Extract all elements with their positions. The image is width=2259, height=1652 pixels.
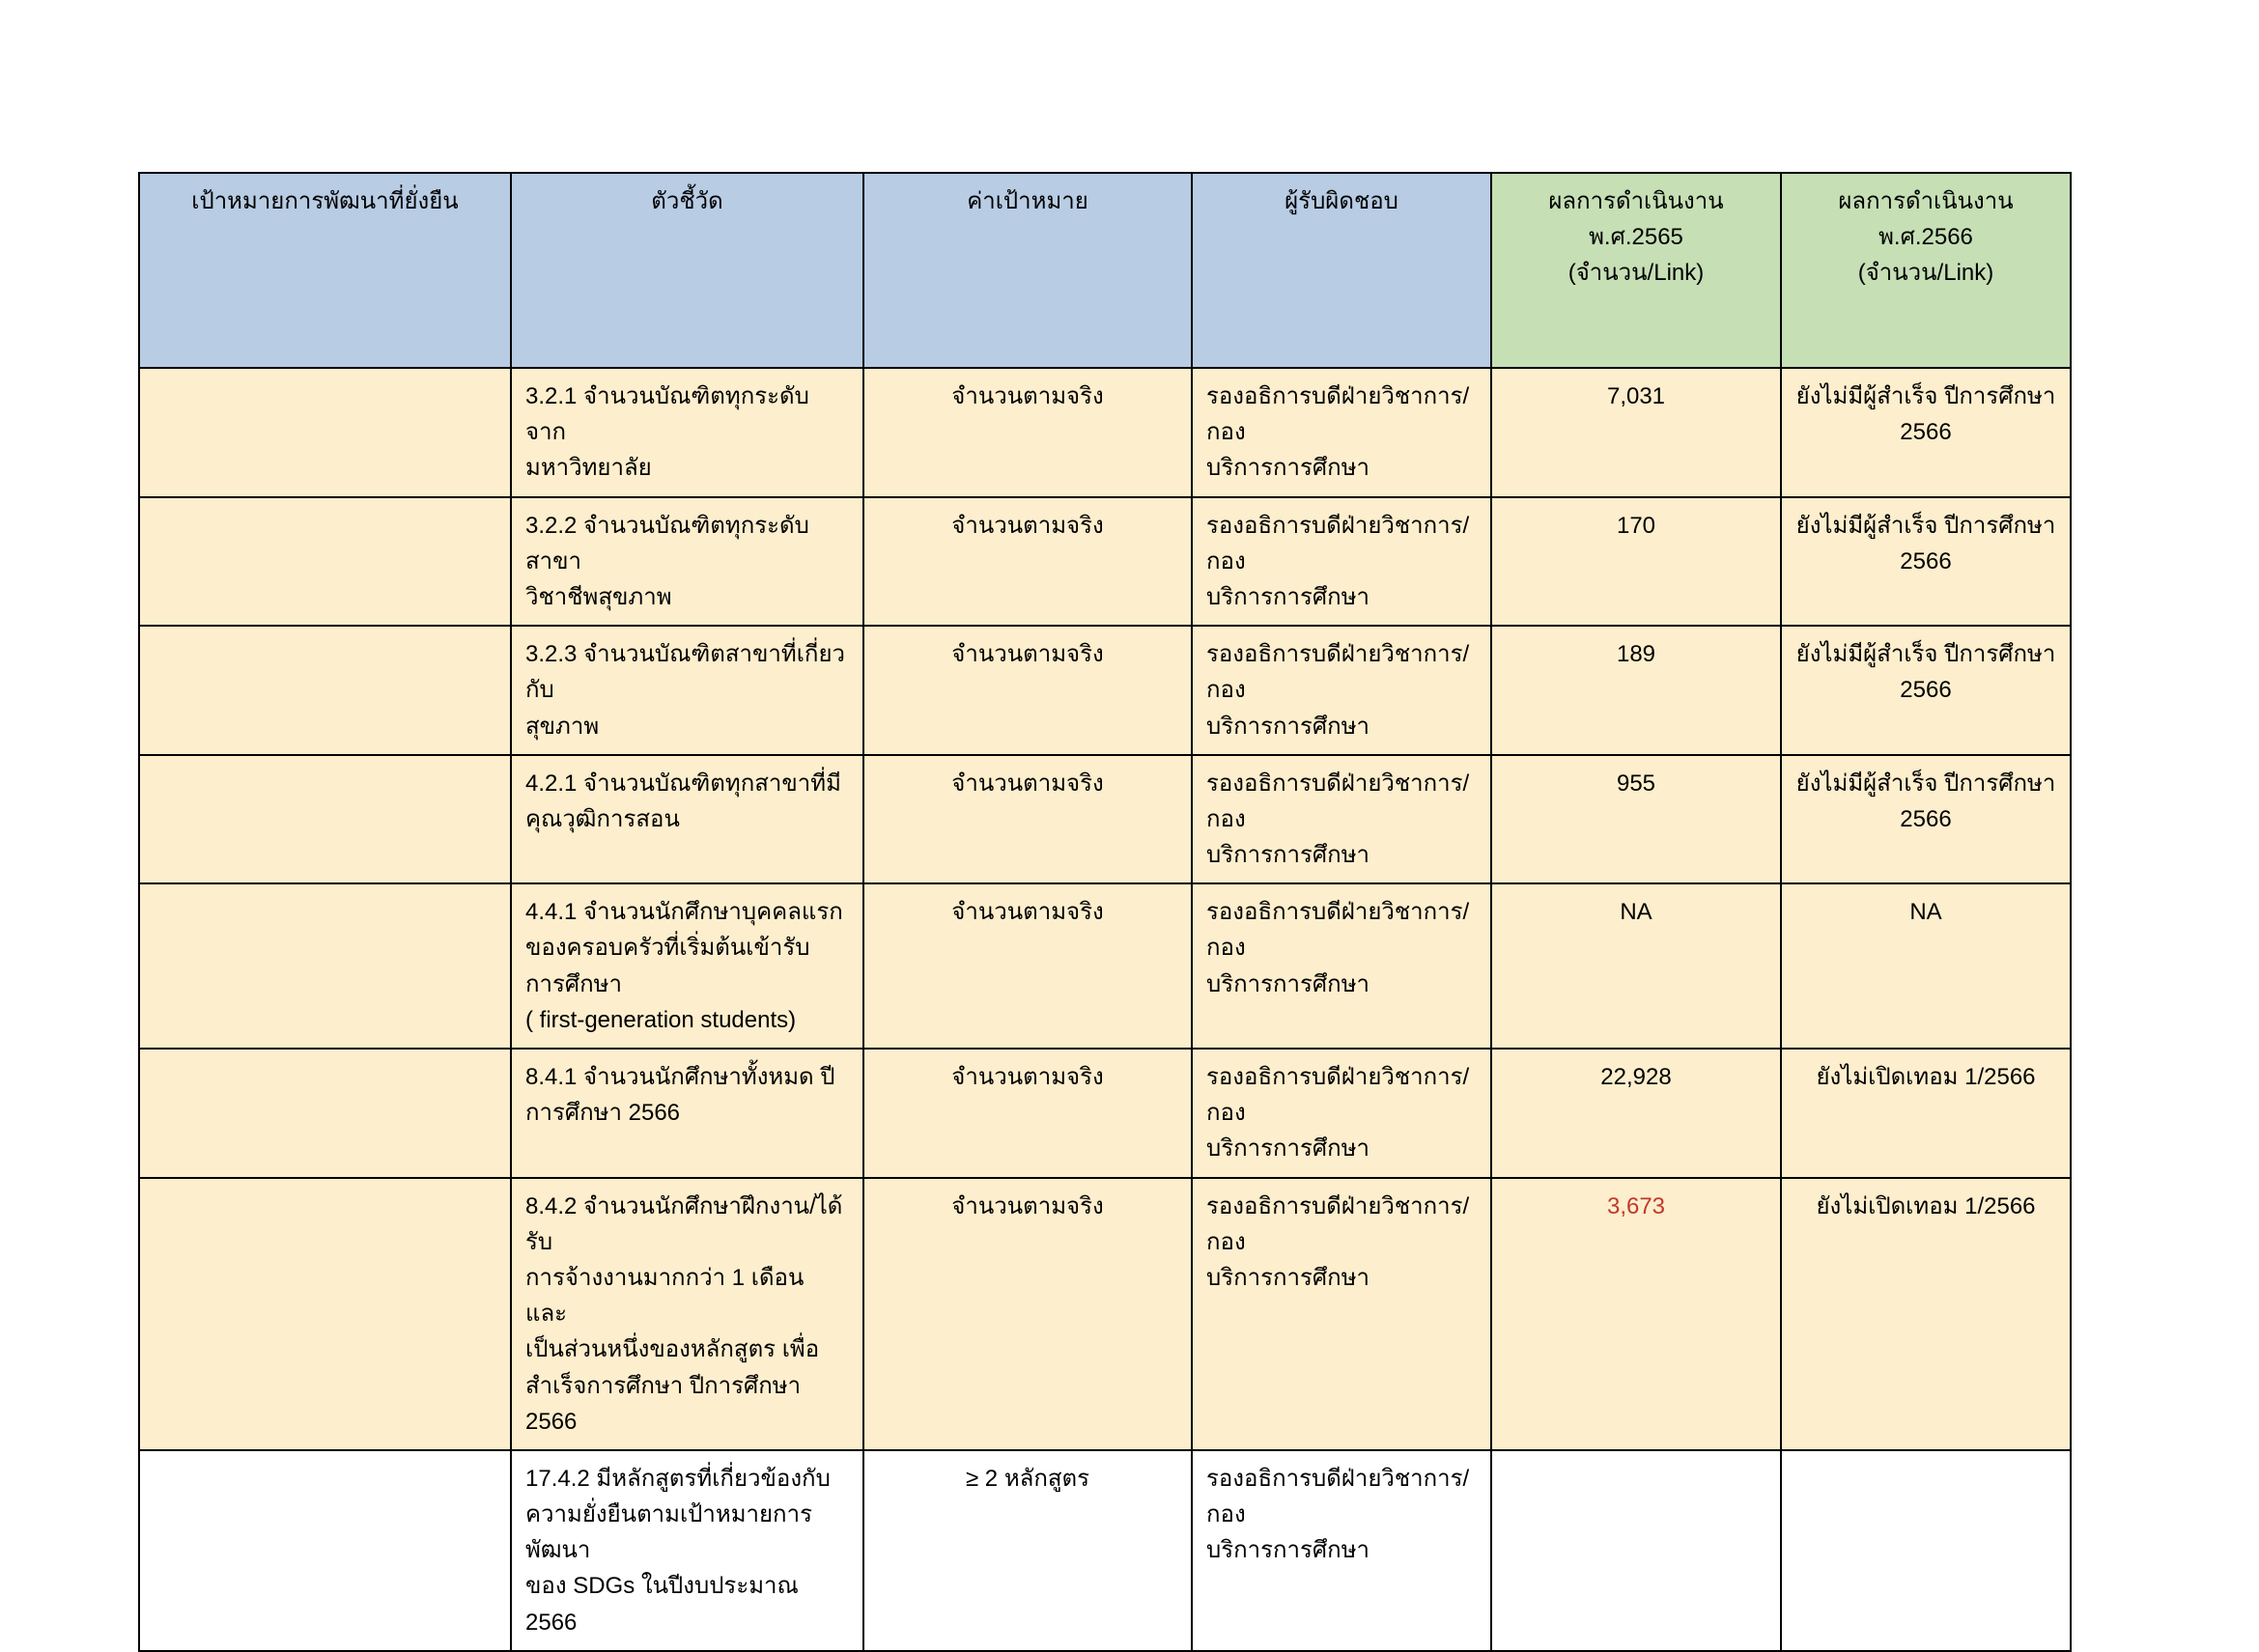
cell-result-2566-line: ยังไม่มีผู้สำเร็จ ปีการศึกษา xyxy=(1795,770,2056,797)
cell-indicator xyxy=(511,497,863,627)
cell-result-2565-line: 3,673 xyxy=(1606,1192,1666,1219)
cell-owner-line: รองอธิการบดีฝ่ายวิชาการ/กอง xyxy=(1206,1192,1470,1255)
cell-indicator-line: สำเร็จการศึกษา ปีการศึกษา 2566 xyxy=(525,1372,802,1435)
cell-indicator-line: 3.2.3 จำนวนบัณฑิตสาขาที่เกี่ยวกับ xyxy=(525,641,845,704)
cell-indicator xyxy=(511,626,863,755)
cell-result-2566 xyxy=(1781,497,2071,627)
table-row xyxy=(139,626,2071,755)
cell-result-2565 xyxy=(1491,368,1781,497)
cell-owner-line: รองอธิการบดีฝ่ายวิชาการ/กอง xyxy=(1206,1465,1470,1528)
column-header-line: เป้าหมายการพัฒนาที่ยั่งยืน xyxy=(191,188,459,214)
cell-indicator-line: ของ SDGs ในปีงบประมาณ 2566 xyxy=(525,1573,799,1636)
cell-target xyxy=(863,497,1192,627)
cell-goal xyxy=(139,755,511,884)
table-row xyxy=(139,1049,2071,1178)
column-header-4 xyxy=(1491,173,1781,368)
cell-result-2565 xyxy=(1491,1049,1781,1178)
cell-indicator-line: มหาวิทยาลัย xyxy=(525,455,652,482)
cell-goal xyxy=(139,883,511,1049)
cell-result-2565-line: NA xyxy=(1620,899,1652,926)
cell-indicator-line: 3.2.1 จำนวนบัณฑิตทุกระดับจาก xyxy=(525,383,809,446)
cell-indicator-line: ( first-generation students) xyxy=(525,1006,797,1033)
column-header-line: ค่าเป้าหมาย xyxy=(967,188,1088,214)
cell-target-line: จำนวนตามจริง xyxy=(951,383,1104,409)
cell-result-2566-line: 2566 xyxy=(1900,805,1952,832)
cell-owner xyxy=(1192,368,1491,497)
cell-result-2565-line: 22,928 xyxy=(1600,1064,1672,1090)
cell-owner xyxy=(1192,1178,1491,1450)
cell-indicator-line: 8.4.2 จำนวนนักศึกษาฝึกงาน/ได้รับ xyxy=(525,1192,843,1255)
cell-indicator-line: การศึกษา 2566 xyxy=(525,1100,681,1127)
cell-owner xyxy=(1192,497,1491,627)
cell-owner-line: รองอธิการบดีฝ่ายวิชาการ/กอง xyxy=(1206,770,1470,832)
cell-result-2566 xyxy=(1781,1178,2071,1450)
table-header xyxy=(139,173,2071,368)
cell-owner-line: รองอธิการบดีฝ่ายวิชาการ/กอง xyxy=(1206,899,1470,962)
table-row xyxy=(139,883,2071,1049)
cell-owner-line: บริการการศึกษา xyxy=(1206,1537,1370,1564)
cell-target-line: จำนวนตามจริง xyxy=(951,512,1104,539)
cell-result-2566 xyxy=(1781,1450,2071,1651)
cell-result-2565-line: 170 xyxy=(1616,512,1656,539)
sdg-indicator-table xyxy=(138,172,2072,1652)
table-row xyxy=(139,1450,2071,1651)
column-header-2 xyxy=(863,173,1192,368)
cell-result-2565 xyxy=(1491,626,1781,755)
cell-owner-line: บริการการศึกษา xyxy=(1206,1264,1370,1291)
cell-result-2566-line: ยังไม่เปิดเทอม 1/2566 xyxy=(1816,1064,2036,1090)
cell-result-2566 xyxy=(1781,626,2071,755)
cell-target-line: จำนวนตามจริง xyxy=(951,1192,1104,1219)
cell-result-2566-line: NA xyxy=(1909,899,1942,926)
cell-result-2566-line: ยังไม่มีผู้สำเร็จ ปีการศึกษา xyxy=(1795,383,2056,409)
cell-indicator-line: เป็นส่วนหนึ่งของหลักสูตร เพื่อ xyxy=(525,1336,820,1363)
column-header-5 xyxy=(1781,173,2071,368)
cell-result-2566 xyxy=(1781,368,2071,497)
column-header-3 xyxy=(1192,173,1491,368)
cell-goal xyxy=(139,1049,511,1178)
cell-indicator-line: ของครอบครัวที่เริ่มต้นเข้ารับ xyxy=(525,935,810,962)
cell-owner-line: รองอธิการบดีฝ่ายวิชาการ/กอง xyxy=(1206,1064,1470,1127)
cell-goal xyxy=(139,1178,511,1450)
cell-owner-line: บริการการศึกษา xyxy=(1206,970,1370,997)
cell-result-2565 xyxy=(1491,497,1781,627)
cell-result-2566-line: 2566 xyxy=(1900,419,1952,446)
cell-result-2566 xyxy=(1781,755,2071,884)
cell-goal xyxy=(139,626,511,755)
cell-goal xyxy=(139,368,511,497)
table-row xyxy=(139,755,2071,884)
cell-target xyxy=(863,368,1192,497)
cell-indicator-line: 8.4.1 จำนวนนักศึกษาทั้งหมด ปี xyxy=(525,1064,835,1090)
column-header-line: ผู้รับผิดชอบ xyxy=(1285,188,1398,214)
cell-target xyxy=(863,755,1192,884)
cell-target-line: จำนวนตามจริง xyxy=(951,770,1104,797)
cell-result-2565-line: 7,031 xyxy=(1606,383,1666,409)
cell-owner-line: บริการการศึกษา xyxy=(1206,1135,1370,1162)
column-header-line: ตัวชี้วัด xyxy=(651,188,723,214)
cell-result-2565 xyxy=(1491,1450,1781,1651)
cell-owner xyxy=(1192,883,1491,1049)
cell-owner-line: รองอธิการบดีฝ่ายวิชาการ/กอง xyxy=(1206,512,1470,574)
cell-result-2565-line: 189 xyxy=(1616,641,1656,668)
column-header-line: (จำนวน/Link) xyxy=(1857,260,1994,287)
cell-goal xyxy=(139,1450,511,1651)
cell-owner-line: บริการการศึกษา xyxy=(1206,713,1370,740)
cell-indicator-line: วิชาชีพสุขภาพ xyxy=(525,583,672,610)
cell-goal xyxy=(139,497,511,627)
cell-result-2565 xyxy=(1491,755,1781,884)
cell-indicator-line: การจ้างงานมากกว่า 1 เดือน และ xyxy=(525,1264,805,1328)
cell-indicator xyxy=(511,368,863,497)
cell-indicator xyxy=(511,1049,863,1178)
cell-result-2565 xyxy=(1491,883,1781,1049)
cell-target-line: จำนวนตามจริง xyxy=(951,899,1104,926)
cell-result-2565 xyxy=(1491,1178,1781,1450)
table-body xyxy=(139,368,2071,1651)
cell-target xyxy=(863,1450,1192,1651)
cell-owner-line: รองอธิการบดีฝ่ายวิชาการ/กอง xyxy=(1206,641,1470,704)
cell-indicator-line: 4.2.1 จำนวนบัณฑิตทุกสาขาที่มี xyxy=(525,770,841,797)
cell-indicator xyxy=(511,883,863,1049)
cell-target xyxy=(863,1049,1192,1178)
column-header-line: ผลการดำเนินงาน พ.ศ.2566 xyxy=(1838,188,2014,251)
table-row xyxy=(139,368,2071,497)
cell-result-2565-line: 955 xyxy=(1616,770,1656,797)
cell-owner-line: บริการการศึกษา xyxy=(1206,455,1370,482)
cell-result-2566 xyxy=(1781,883,2071,1049)
cell-indicator xyxy=(511,1178,863,1450)
cell-target-line: จำนวนตามจริง xyxy=(951,1064,1104,1090)
cell-owner-line: บริการการศึกษา xyxy=(1206,842,1370,869)
cell-indicator-line: 17.4.2 มีหลักสูตรที่เกี่ยวข้องกับ xyxy=(525,1465,831,1492)
column-header-1 xyxy=(511,173,863,368)
cell-target-line: จำนวนตามจริง xyxy=(951,641,1104,668)
cell-owner xyxy=(1192,626,1491,755)
cell-indicator xyxy=(511,755,863,884)
column-header-line: ผลการดำเนินงาน พ.ศ.2565 xyxy=(1548,188,1724,251)
cell-indicator xyxy=(511,1450,863,1651)
cell-owner xyxy=(1192,1450,1491,1651)
cell-indicator-line: สุขภาพ xyxy=(525,713,600,740)
cell-result-2566-line: 2566 xyxy=(1900,677,1952,704)
cell-owner-line: บริการการศึกษา xyxy=(1206,583,1370,610)
table-row xyxy=(139,497,2071,627)
cell-indicator-line: 4.4.1 จำนวนนักศึกษาบุคคลแรก xyxy=(525,899,843,926)
cell-result-2566-line: ยังไม่มีผู้สำเร็จ ปีการศึกษา xyxy=(1795,512,2056,539)
cell-indicator-line: ความยั่งยืนตามเป้าหมายการพัฒนา xyxy=(525,1501,812,1564)
cell-owner xyxy=(1192,1049,1491,1178)
cell-owner xyxy=(1192,755,1491,884)
cell-indicator-line: คุณวุฒิการสอน xyxy=(525,805,680,832)
column-header-line: (จำนวน/Link) xyxy=(1567,260,1705,287)
cell-result-2566-line: ยังไม่เปิดเทอม 1/2566 xyxy=(1816,1192,2036,1219)
cell-result-2566-line: 2566 xyxy=(1900,547,1952,574)
table-row xyxy=(139,1178,2071,1450)
cell-indicator-line: 3.2.2 จำนวนบัณฑิตทุกระดับสาขา xyxy=(525,512,809,574)
cell-target-line: ≥ 2 หลักสูตร xyxy=(965,1465,1090,1492)
cell-result-2566-line: ยังไม่มีผู้สำเร็จ ปีการศึกษา xyxy=(1795,641,2056,668)
cell-result-2566 xyxy=(1781,1049,2071,1178)
cell-owner-line: รองอธิการบดีฝ่ายวิชาการ/กอง xyxy=(1206,383,1470,446)
table-header-row xyxy=(139,173,2071,368)
cell-target xyxy=(863,626,1192,755)
column-header-0 xyxy=(139,173,511,368)
cell-target xyxy=(863,883,1192,1049)
cell-target xyxy=(863,1178,1192,1450)
cell-indicator-line: การศึกษา xyxy=(525,970,622,997)
